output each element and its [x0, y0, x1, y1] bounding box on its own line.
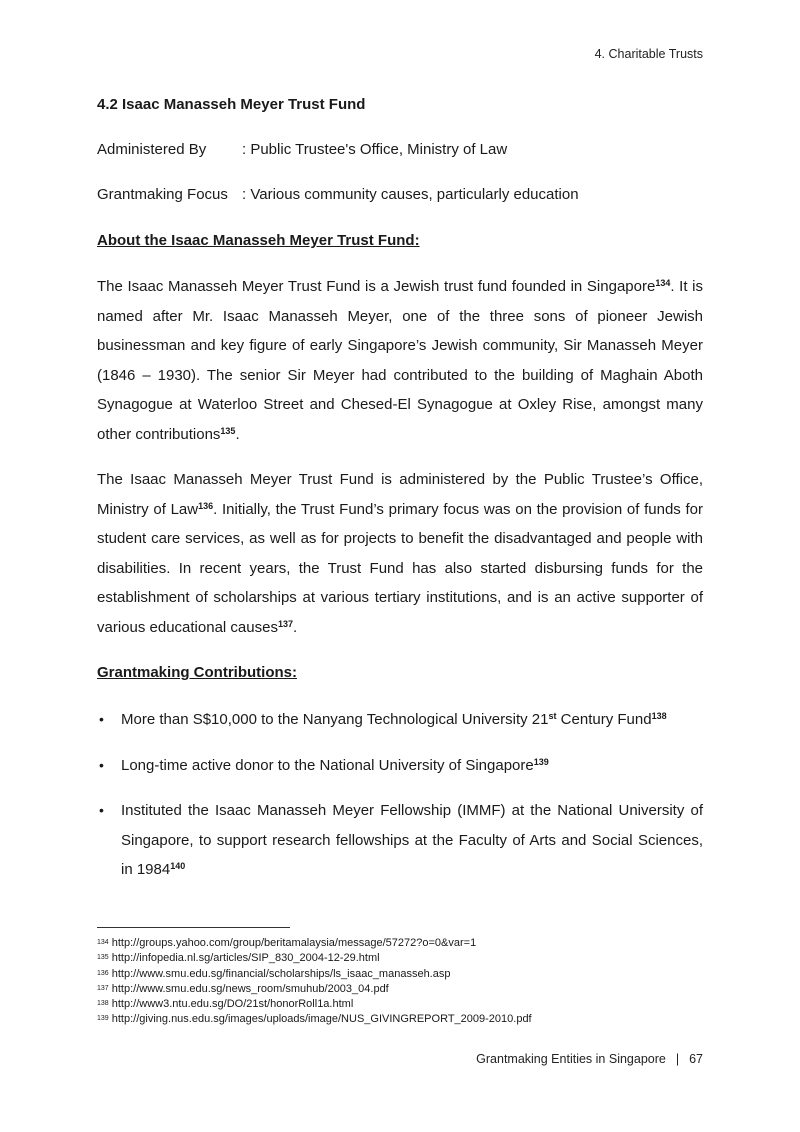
footnote	[97, 997, 532, 1012]
contribution-text: More than S$10,000 to the Nanyang Technological University 21	[121, 711, 549, 728]
contribution-text: Instituted the Isaac Manasseh Meyer Fellowship (IMMF) at the National University of Singapore, to support research fellowships at the Faculty of Arts and Social Sciences, in 1984	[121, 802, 703, 879]
footnote-link[interactable]: http://www.smu.edu.sg/financial/scholarships/ls_isaac_manasseh.asp	[111, 967, 451, 980]
list-item	[97, 751, 703, 781]
footnote-link[interactable]: http://groups.yahoo.com/group/beritamalaysia/message/57272?o=0&var=1	[111, 937, 477, 949]
footnote-link[interactable]: http://infopedia.nl.sg/articles/SIP_830_2004-12-29.html	[111, 952, 380, 965]
footnotes	[97, 936, 532, 1028]
contributions-heading: Grantmaking Contributions:	[97, 664, 297, 681]
page-number: 67	[689, 1052, 703, 1066]
about-p2-text-b: . Initially, the Trust Fund’s primary focus was on the provision of funds for student care services, as well as for projects to benefit the disadvantaged and people with disabilities. In recent years, the Trust Fund has also started disbursing funds for the establishment of scholarships at various tertiary institutions, and is an active supporter of various educational causes	[97, 500, 703, 636]
administered-by-label: Administered By	[97, 141, 207, 158]
contributions-list	[97, 705, 703, 901]
footnote-ref-138: 138	[651, 711, 667, 721]
contribution-text: Long-time active donor to the National University of Singapore	[121, 756, 534, 774]
about-p1-text-b: . It is named after Mr. Isaac Manasseh Meyer, one of the three sons of pioneer Jewish businessman and key figure of early Singapore’s Jewish community, Sir Manasseh Meyer (1846 – 1930). The senior Sir Meyer had contributed to the building of Maghain Aboth Synagogue at Waterloo Street and Chesed-El Synagogue at Oxley Rise, amongst many other contributions	[97, 278, 703, 443]
about-p2-text-a: The Isaac Manasseh Meyer Trust Fund is administered by the Public Trustee’s Office, Ministry of Law	[97, 471, 703, 518]
footnote-number: 137	[97, 984, 109, 992]
bullet-icon: •	[99, 802, 104, 819]
footnote-number: 138	[97, 1000, 109, 1008]
footnote-number: 134	[97, 939, 109, 946]
footnote-link[interactable]: http://www.smu.edu.sg/news_room/smuhub/2003_04.pdf	[111, 982, 389, 995]
about-p2-text-c: .	[292, 618, 298, 636]
grantmaking-focus-row	[97, 186, 579, 203]
bullet-icon: •	[99, 711, 104, 727]
about-heading: About the Isaac Manasseh Meyer Trust Fund:	[97, 232, 420, 249]
footer-title: Grantmaking Entities in Singapore	[476, 1052, 666, 1066]
bullet-icon: •	[99, 756, 104, 773]
list-item	[97, 796, 703, 885]
administered-by-value: : Public Trustee's Office, Ministry of Law	[242, 141, 508, 158]
about-p1-text-a: The Isaac Manasseh Meyer Trust Fund is a Jewish trust fund founded in Singapore	[97, 278, 656, 295]
footnote-ref-140: 140	[170, 861, 186, 872]
running-header: 4. Charitable Trusts	[594, 47, 703, 61]
footnote-number: 135	[97, 954, 109, 962]
footnote	[97, 951, 532, 966]
footnote	[97, 982, 532, 997]
footnote-ref-139: 139	[533, 756, 549, 767]
ordinal-suffix: st	[548, 711, 557, 721]
footer-separator: |	[675, 1052, 680, 1066]
contribution-text-cont: Century Fund	[556, 711, 652, 728]
footnote-link[interactable]: http://www3.ntu.edu.sg/DO/21st/honorRoll1a.html	[111, 998, 354, 1011]
about-paragraph-2	[97, 465, 703, 643]
grantmaking-focus-label: Grantmaking Focus	[97, 186, 228, 203]
about-paragraph-1	[97, 272, 703, 450]
grantmaking-focus-value: : Various community causes, particularly education	[242, 186, 579, 203]
footnote-divider	[97, 927, 290, 928]
footnote	[97, 1012, 532, 1027]
footnote-ref-134: 134	[655, 278, 671, 288]
footnote-ref-137: 137	[277, 618, 293, 629]
running-footer	[476, 1052, 703, 1066]
footnote-ref-136: 136	[198, 500, 214, 511]
footnote-ref-135: 135	[220, 425, 236, 436]
footnote	[97, 967, 532, 982]
list-item	[97, 705, 703, 735]
footnote	[97, 936, 532, 951]
about-p1-text-c: .	[235, 425, 240, 443]
footnote-number: 136	[97, 969, 109, 977]
section-title: 4.2 Isaac Manasseh Meyer Trust Fund	[97, 96, 366, 113]
footnote-number: 139	[97, 1015, 109, 1023]
footnote-link[interactable]: http://giving.nus.edu.sg/images/uploads/image/NUS_GIVINGREPORT_2009-2010.pdf	[111, 1013, 532, 1026]
administered-by-row	[97, 141, 507, 158]
